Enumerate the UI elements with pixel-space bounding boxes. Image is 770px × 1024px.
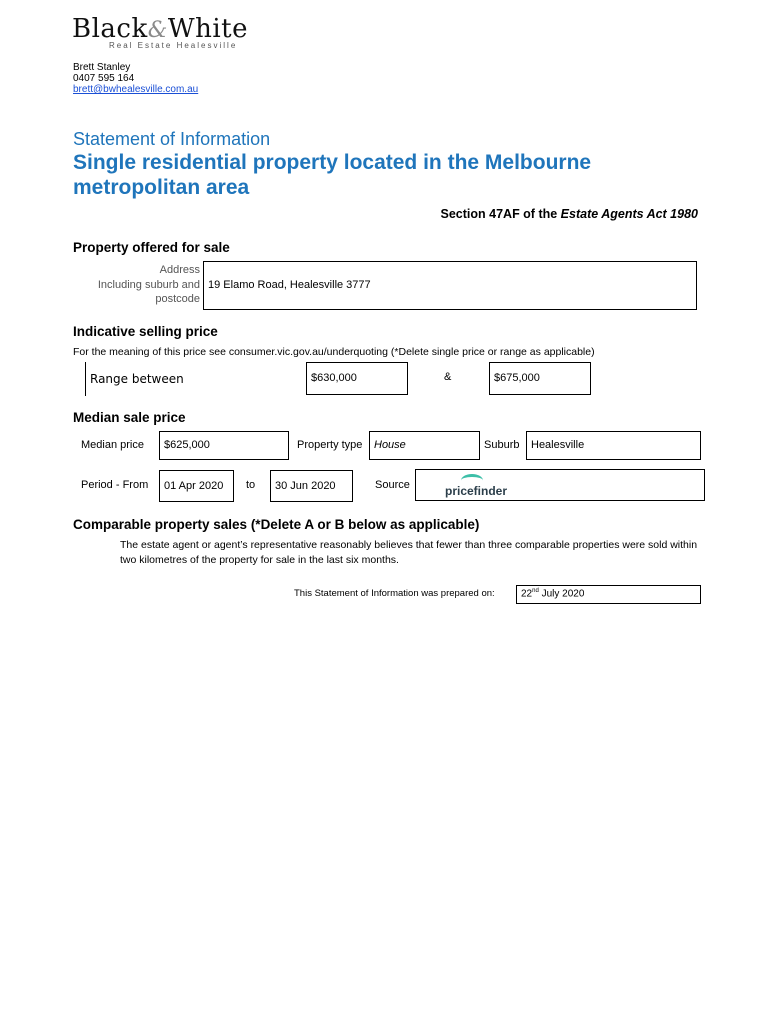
address-label-line-3: postcode	[155, 293, 200, 305]
agent-phone: 0407 595 164	[73, 73, 135, 84]
company-logo	[72, 14, 248, 44]
period-to-value: 30 Jun 2020	[275, 480, 336, 492]
logo-subtitle: Real Estate Healesville	[109, 41, 238, 50]
address-label	[88, 263, 200, 307]
agent-name: Brett Stanley	[73, 62, 131, 73]
prepared-on-label: This Statement of Information was prepared on:	[294, 588, 495, 599]
price-high-field[interactable]	[489, 362, 591, 395]
price-low-value: $630,000	[311, 372, 357, 384]
period-to-field[interactable]	[270, 470, 353, 502]
price-high-value: $675,000	[494, 372, 540, 384]
address-field[interactable]	[203, 261, 697, 310]
suburb-label: Suburb	[484, 439, 520, 451]
price-low-field[interactable]	[306, 362, 408, 395]
range-divider	[85, 362, 86, 396]
legislation-prefix: Section 47AF of the	[440, 207, 561, 221]
indicative-price-note: For the meaning of this price see consumer.vic.gov.au/underquoting (*Delete single price or range as applicable)	[73, 346, 595, 358]
comparable-sales-text: The estate agent or agent’s representative reasonably believes that fewer than three comparable properties were sold within two kilometres of the property for sale in the last six months.	[120, 539, 698, 566]
range-and-label: &	[444, 371, 452, 383]
range-label: Range between	[90, 372, 184, 386]
prepared-date-field[interactable]	[516, 585, 701, 604]
period-from-label: Period - From	[81, 479, 149, 491]
legislation-reference	[441, 207, 698, 221]
pricefinder-logo-text: pricefinder	[445, 484, 508, 498]
median-price-field[interactable]	[159, 431, 289, 460]
suburb-field[interactable]	[526, 431, 701, 460]
prepared-date-month-year: July 2020	[538, 588, 585, 600]
period-to-label: to	[246, 479, 256, 491]
period-from-value: 01 Apr 2020	[164, 480, 224, 492]
logo-name-left: Black	[72, 14, 148, 44]
logo-name-right: White	[167, 14, 248, 44]
suburb-value: Healesville	[531, 439, 585, 451]
document-heading: Statement of Information	[73, 129, 271, 149]
property-type-label: Property type	[297, 439, 363, 451]
address-label-line-2: Including suburb and	[97, 278, 200, 291]
address-label-line-1: Address	[159, 264, 200, 276]
property-type-field[interactable]	[369, 431, 480, 460]
median-price-value: $625,000	[164, 439, 210, 451]
address-value: 19 Elamo Road, Healesville 3777	[208, 279, 371, 291]
median-price-label: Median price	[81, 439, 144, 451]
document-title: Single residential property located in the Melbourne metropolitan area	[73, 151, 592, 199]
logo-ampersand: &	[147, 18, 168, 43]
period-from-field[interactable]	[159, 470, 234, 502]
property-heading: Property offered for sale	[73, 240, 230, 255]
median-price-heading: Median sale price	[73, 410, 186, 425]
legislation-act: Estate Agents Act 1980	[560, 207, 698, 221]
prepared-date-day: 22	[521, 588, 533, 600]
property-type-value: House	[374, 439, 406, 451]
prepared-date-suffix: nd	[532, 588, 539, 594]
comparable-sales-heading: Comparable property sales (*Delete A or B below as applicable)	[73, 517, 480, 532]
prepared-date-value	[521, 588, 584, 599]
agent-email-link[interactable]: brett@bwhealesville.com.au	[73, 84, 199, 95]
source-field[interactable]	[415, 469, 705, 501]
indicative-price-heading: Indicative selling price	[73, 324, 218, 339]
source-label: Source	[375, 479, 410, 491]
